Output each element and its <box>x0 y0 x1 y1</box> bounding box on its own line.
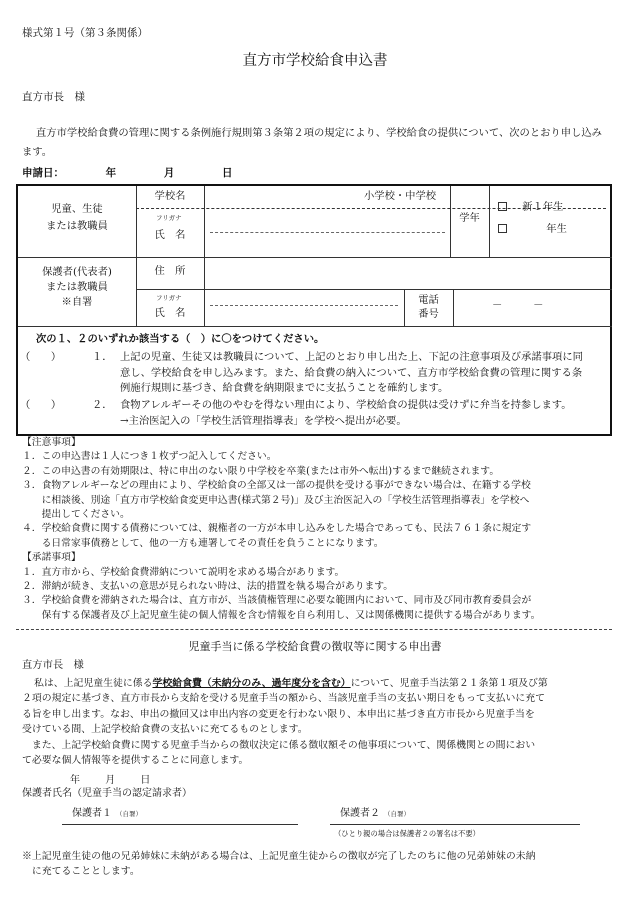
col-divider <box>136 186 137 326</box>
caution-item: ２．この申込書の有効期限は、特に申出のない限り中学校を卒業(または市外へ転出)するまで継続されます。 <box>22 465 500 477</box>
option-2-text <box>120 398 572 429</box>
option-1-text <box>120 350 583 397</box>
furigana-label: フリガナ <box>156 214 182 222</box>
para-line: る旨を申し出ます。なお、申出の撤回又は申出内容の変更を行わない限り、本申出に基づき直方市長から児童手当を <box>22 708 535 720</box>
phone-label-line: 番号 <box>418 308 439 320</box>
guardian2-signature-field[interactable] <box>330 824 580 825</box>
caution-item: 提出してください。 <box>22 509 130 521</box>
guardian-label-line: 保護者(代表者) <box>42 266 112 278</box>
consent-item: ３．学校給食費を滞納された場合は、直方市が、当該債権管理に必要な範囲内において、同市及び同市教育委員会が <box>22 595 532 607</box>
furigana-line <box>210 305 398 306</box>
grade-option-new[interactable] <box>498 201 563 215</box>
guardian1-text: 保護者１ <box>72 808 112 819</box>
consent-item: １．直方市から、学校給食費滞納について説明を求める場合があります。 <box>22 566 345 578</box>
grade-label: 学年 <box>459 212 480 224</box>
application-table <box>16 184 612 436</box>
para1-text: 私は、上記児童生徒に係る <box>34 678 153 689</box>
option-1-marker[interactable]: （ ） <box>20 351 62 363</box>
section2-title: 児童手当に係る学校給食費の徴収等に関する申出書 <box>188 640 442 653</box>
signature-date-day: 日 <box>140 775 151 786</box>
row-divider <box>18 326 612 327</box>
option-2-number: ２． <box>92 399 113 411</box>
option-2-marker[interactable]: （ ） <box>20 399 62 411</box>
intro-text: 直方市学校給食費の管理に関する条例施行規則第３条第２項の規定により、学校給食の提供について、次のとおり申し込みます。 <box>22 127 602 158</box>
application-date-day: 日 <box>221 167 233 179</box>
signature-date-year: 年 <box>70 775 80 786</box>
col-divider <box>453 289 454 326</box>
child-label-line: 児童、生徒 <box>51 203 103 215</box>
school-name-label: 学校名 <box>154 190 186 202</box>
caution-item: ４．学校給食費に関する債務については、親権者の一方が本申し込みをした場合であっても、民法７６１条に規定す <box>22 523 532 535</box>
addressee: 直方市長 様 <box>22 91 85 103</box>
signature-date-month: 月 <box>105 775 116 786</box>
section2-body <box>22 676 548 768</box>
footnote <box>22 849 536 880</box>
section2-addressee: 直方市長 様 <box>22 659 84 671</box>
col-divider <box>204 186 205 326</box>
furigana-label: フリガナ <box>156 294 182 302</box>
page-title: 直方市学校給食申込書 <box>242 53 388 69</box>
caution-item: る日常家事債務として、他の一方も連署してその責任を負うことになります。 <box>22 537 384 549</box>
phone-input[interactable]: － － <box>492 299 544 311</box>
single-parent-note: （ひとり親の場合は保護者２の署名は不要） <box>334 829 480 838</box>
guardian-label-line: または教職員 <box>46 280 108 293</box>
checkbox-icon[interactable] <box>498 202 507 211</box>
footnote-line: ※上記児童生徒の他の兄弟姉妹に未納がある場合は、上記児童生徒からの徴収が完了したのちに他の兄弟姉妹の未納 <box>22 851 536 862</box>
guardian-label-line: ※自署 <box>61 295 93 308</box>
row-divider <box>18 257 612 258</box>
form-number: 様式第１号（第３条関係） <box>22 27 148 39</box>
guardian-label <box>18 266 136 310</box>
section2-para1-first <box>22 676 548 691</box>
col-divider <box>489 186 490 257</box>
child-label-line: または教職員 <box>46 219 108 232</box>
para1-text: について、児童手当法第２１条第１項及び第 <box>350 678 548 689</box>
application-date-label: 申請日： <box>22 167 64 179</box>
para-line: また、上記学校給食費に関する児童手当からの徴収決定に係る徴収額その他事項について、関係機関との間におい <box>22 739 536 751</box>
option-text-line: 上記の児童、生徒又は教職員について、上記のとおり申し出た上、下記の注意事項及び承諾事項に同 <box>120 351 583 363</box>
phone-label-line: 電話 <box>418 294 439 306</box>
child-name-label: 氏 名 <box>154 229 186 241</box>
guardian2-label <box>340 807 410 821</box>
address-label: 住 所 <box>154 265 186 277</box>
furigana-line <box>210 232 445 233</box>
school-type[interactable]: 小学校・中学校 <box>364 190 437 202</box>
instruction-heading: 次の１、２のいずれか該当する（ ）に〇をつけてください。 <box>36 333 325 345</box>
signature-date <box>70 774 150 788</box>
option-text-line: 例施行規則に基づき、給食費を納期限までに支払うことを確約します。 <box>120 382 449 394</box>
guardian-name-label: 氏 名 <box>154 307 186 319</box>
address-row-divider <box>136 289 612 290</box>
caution-section <box>22 436 540 623</box>
consent-title: 【承諾事項】 <box>22 552 81 564</box>
consent-item: 保有する保護者及び上記児童生徒の個人情報を含む情報を自ら利用し、又は関係機関に提供する場合があります。 <box>22 609 541 621</box>
footnote-line: に充てることとします。 <box>22 866 140 878</box>
para-line: 受けている間、上記学校給食費の支払いに充てるものとします。 <box>22 724 308 736</box>
para-line: ２項の規定に基づき、直方市長から支給を受ける児童手当の額から、当該児童手当の支払い期日をもって支払いに充て <box>22 693 545 705</box>
grade-option-new-label: 新１年生 <box>522 201 564 213</box>
caution-item: ３．食物アレルギーなどの理由により、学校給食の全部又は一部の提供を受ける事ができない場合は、在籍する学校 <box>22 480 531 492</box>
para1-emphasis: 学校給食費（未納分のみ、過年度分を含む） <box>152 678 351 689</box>
para-line: て必要な個人情報等を提供することに同意します。 <box>22 755 249 767</box>
phone-label <box>404 293 453 321</box>
grade-option-year[interactable] <box>498 223 567 237</box>
application-date-year: 年 <box>105 167 117 179</box>
guardian1-signature-field[interactable] <box>62 824 298 825</box>
option-1-number: １． <box>92 351 113 363</box>
option-text-line: →主治医記入の「学校生活管理指導表」を学校へ提出が必要。 <box>120 414 407 427</box>
guardian1-note: （自署） <box>116 810 142 818</box>
option-text-line: 意し、学校給食を申し込みます。また、給食費の納入について、直方市学校給食費の管理に関する条 <box>120 366 583 379</box>
section-separator <box>16 629 612 630</box>
caution-item: に相談後、別途「直方市学校給食変更申込書(様式第２号)」及び主治医記入の「学校生活管理指導表」を学校へ <box>22 494 530 506</box>
guardian2-text: 保護者２ <box>340 808 380 819</box>
caution-title: 【注意事項】 <box>22 437 81 448</box>
guardian1-label <box>72 807 142 821</box>
signer-label: 保護者氏名（児童手当の認定請求者） <box>22 788 192 799</box>
application-date <box>22 166 232 180</box>
option-text-line: 食物アレルギーその他のやむを得ない理由により、学校給食の提供は受けずに弁当を持参します。 <box>120 399 572 411</box>
consent-item: ２．滞納が続き、支払いの意思が見られない時は、法的措置を執る場合があります。 <box>22 581 394 593</box>
caution-item: １．この申込書は１人につき１枚ずつ記入してください。 <box>22 451 277 463</box>
checkbox-icon[interactable] <box>498 224 507 233</box>
application-date-month: 月 <box>163 167 175 179</box>
guardian2-note: （自署） <box>384 810 410 818</box>
grade-option-year-label: 年生 <box>546 223 567 235</box>
child-label <box>18 203 136 234</box>
